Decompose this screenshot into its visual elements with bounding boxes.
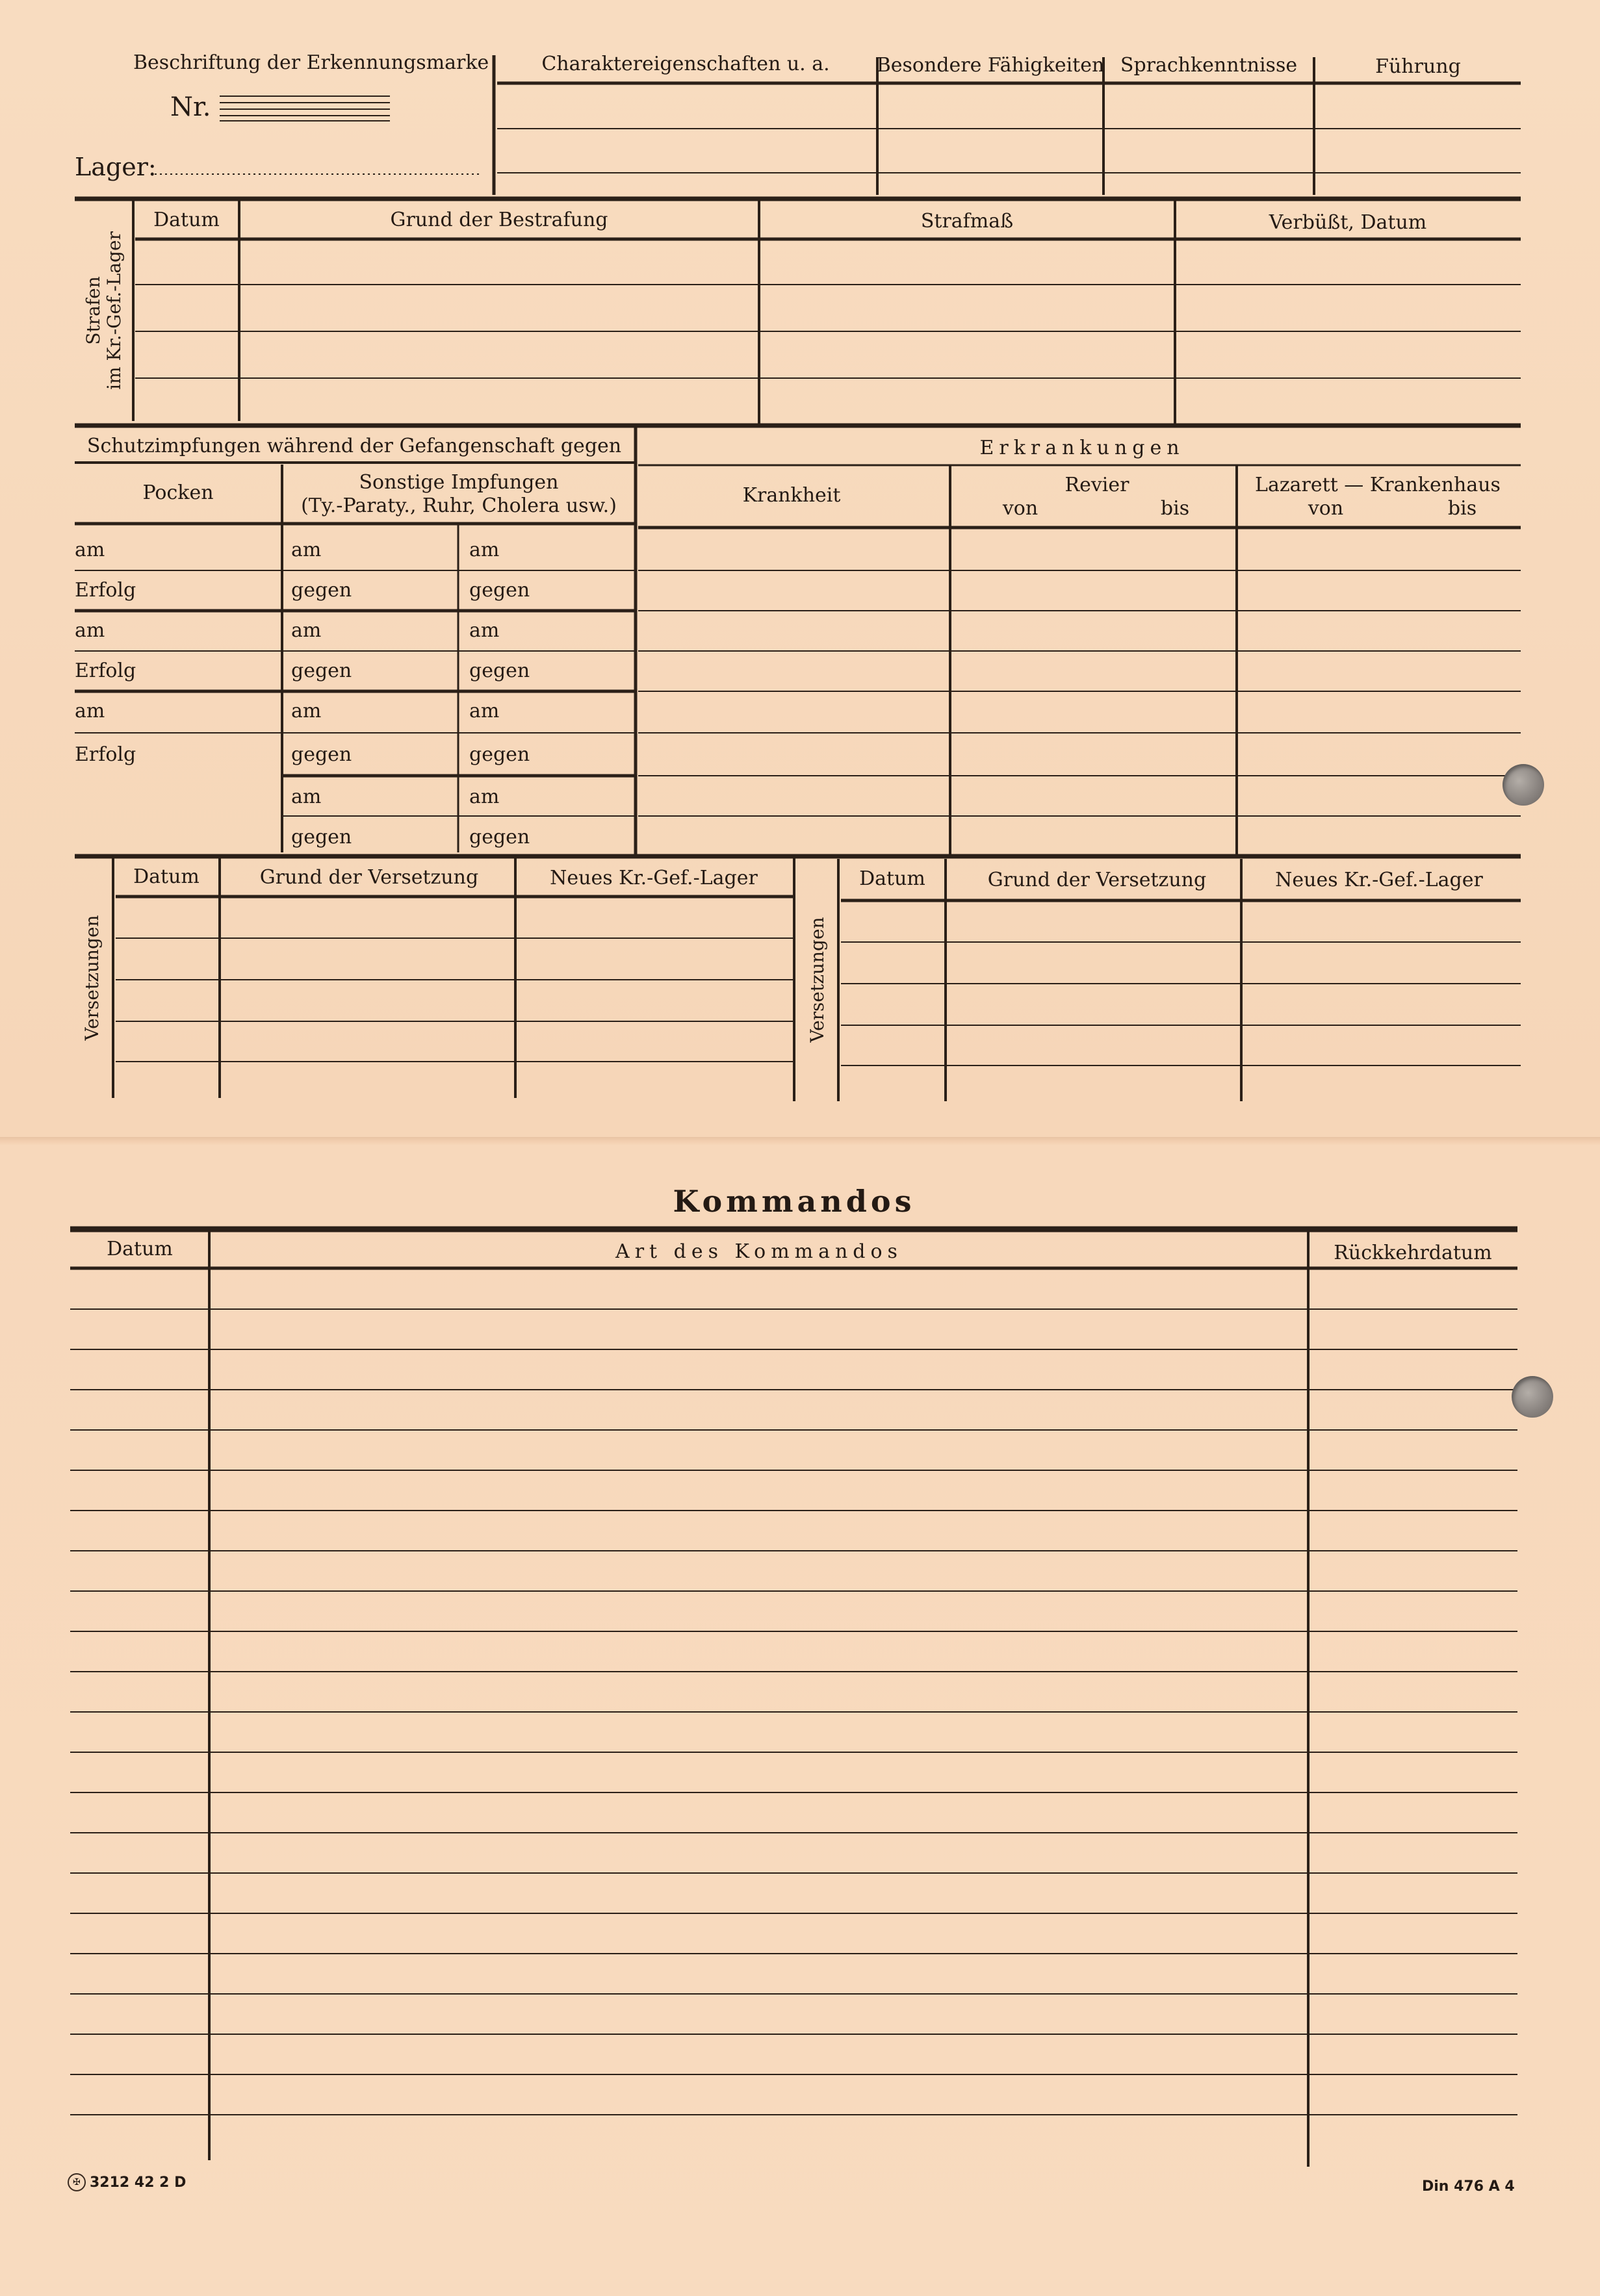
footer-din: Din 476 A 4: [1422, 2178, 1515, 2195]
transfer-left-col-datum: Datum: [133, 865, 200, 888]
vaccination-cell: gegen: [291, 826, 352, 848]
vaccination-cell: Erfolg: [75, 659, 136, 682]
vaccination-cell: Erfolg: [75, 579, 136, 602]
punish-col-verbuesst: Verbüßt, Datum: [1269, 211, 1427, 234]
illness-revier-von: von: [1002, 497, 1039, 520]
vaccination-col-sonstige-detail: (Ty.-Paraty., Ruhr, Cholera usw.): [301, 494, 617, 517]
col-sprachkenntnisse: Sprachkenntnisse: [1120, 54, 1298, 77]
vaccination-cell: am: [291, 700, 322, 722]
vaccination-cell: am: [291, 539, 322, 561]
nr-label: Nr.: [170, 92, 211, 122]
vaccination-cell: gegen: [469, 579, 530, 602]
punish-col-strafmass: Strafmaß: [920, 210, 1014, 233]
kommando-col-rueckkehr: Rückkehrdatum: [1334, 1242, 1492, 1264]
transfer-right-col-datum: Datum: [859, 867, 925, 890]
vaccination-cell: am: [75, 700, 105, 722]
vaccination-col-pocken: Pocken: [142, 481, 214, 504]
illness-lazarett-bis: bis: [1447, 497, 1477, 520]
punch-hole-upper: [1503, 764, 1544, 806]
vaccination-cell: am: [469, 700, 500, 722]
illness-col-revier: Revier: [1065, 474, 1129, 496]
transfer-left-col-lager: Neues Kr.-Gef.-Lager: [550, 867, 758, 889]
vaccination-cell: gegen: [469, 659, 530, 682]
illness-title: Erkrankungen: [979, 437, 1185, 459]
transfer-left-col-grund: Grund der Versetzung: [259, 866, 479, 889]
vaccination-cell: am: [469, 785, 500, 808]
kommando-col-datum: Datum: [107, 1238, 173, 1260]
punishments-side-label: [83, 231, 125, 390]
vaccination-cell: am: [75, 619, 105, 642]
vaccination-cell: gegen: [291, 743, 352, 766]
col-fuehrung: Führung: [1375, 55, 1461, 78]
printer-stamp-icon: ✠: [68, 2173, 86, 2191]
footer-print-code: 3212 42 2 D: [90, 2175, 187, 2191]
punishments-side-label-line1: Strafen: [82, 276, 104, 345]
transfer-right-col-lager: Neues Kr.-Gef.-Lager: [1275, 869, 1483, 891]
illness-col-lazarett: Lazarett — Krankenhaus: [1255, 474, 1501, 496]
vaccination-cell: Erfolg: [75, 743, 136, 766]
vaccination-cell: am: [469, 619, 500, 642]
punishments-side-label-line2: im Kr.-Gef.-Lager: [103, 231, 125, 390]
vaccination-cell: am: [291, 785, 322, 808]
illness-revier-bis: bis: [1160, 497, 1190, 520]
vaccination-title: Schutzimpfungen während der Gefangenschaft gegen: [86, 435, 622, 457]
col-besondere-faehigkeiten: Besondere Fähigkeiten: [876, 54, 1105, 77]
kommandos-title: Kommandos: [673, 1184, 916, 1219]
punish-col-datum: Datum: [153, 209, 220, 231]
vaccination-cell: gegen: [291, 579, 352, 602]
transfers-side-label-left: Versetzungen: [81, 915, 103, 1041]
vaccination-cell: gegen: [291, 659, 352, 682]
transfer-right-col-grund: Grund der Versetzung: [987, 869, 1207, 891]
transfers-side-label-right: Versetzungen: [806, 917, 828, 1043]
punch-hole-lower: [1512, 1376, 1553, 1418]
vaccination-cell: gegen: [469, 826, 530, 848]
kommando-col-art: Art des Kommandos: [615, 1240, 903, 1263]
vaccination-cell: gegen: [469, 743, 530, 766]
vaccination-cell: am: [291, 619, 322, 642]
punish-col-grund: Grund der Bestrafung: [390, 209, 608, 231]
vaccination-cell: am: [469, 539, 500, 561]
illness-lazarett-von: von: [1308, 497, 1344, 520]
illness-col-krankheit: Krankheit: [742, 484, 841, 507]
id-tag-title: Beschriftung der Erkennungsmarke: [133, 51, 489, 74]
vaccination-col-sonstige: Sonstige Impfungen: [359, 471, 559, 494]
vaccination-cell: am: [75, 539, 105, 561]
lager-label: Lager:: [75, 153, 157, 181]
col-charaktereigenschaften: Charaktereigenschaften u. a.: [541, 53, 830, 75]
